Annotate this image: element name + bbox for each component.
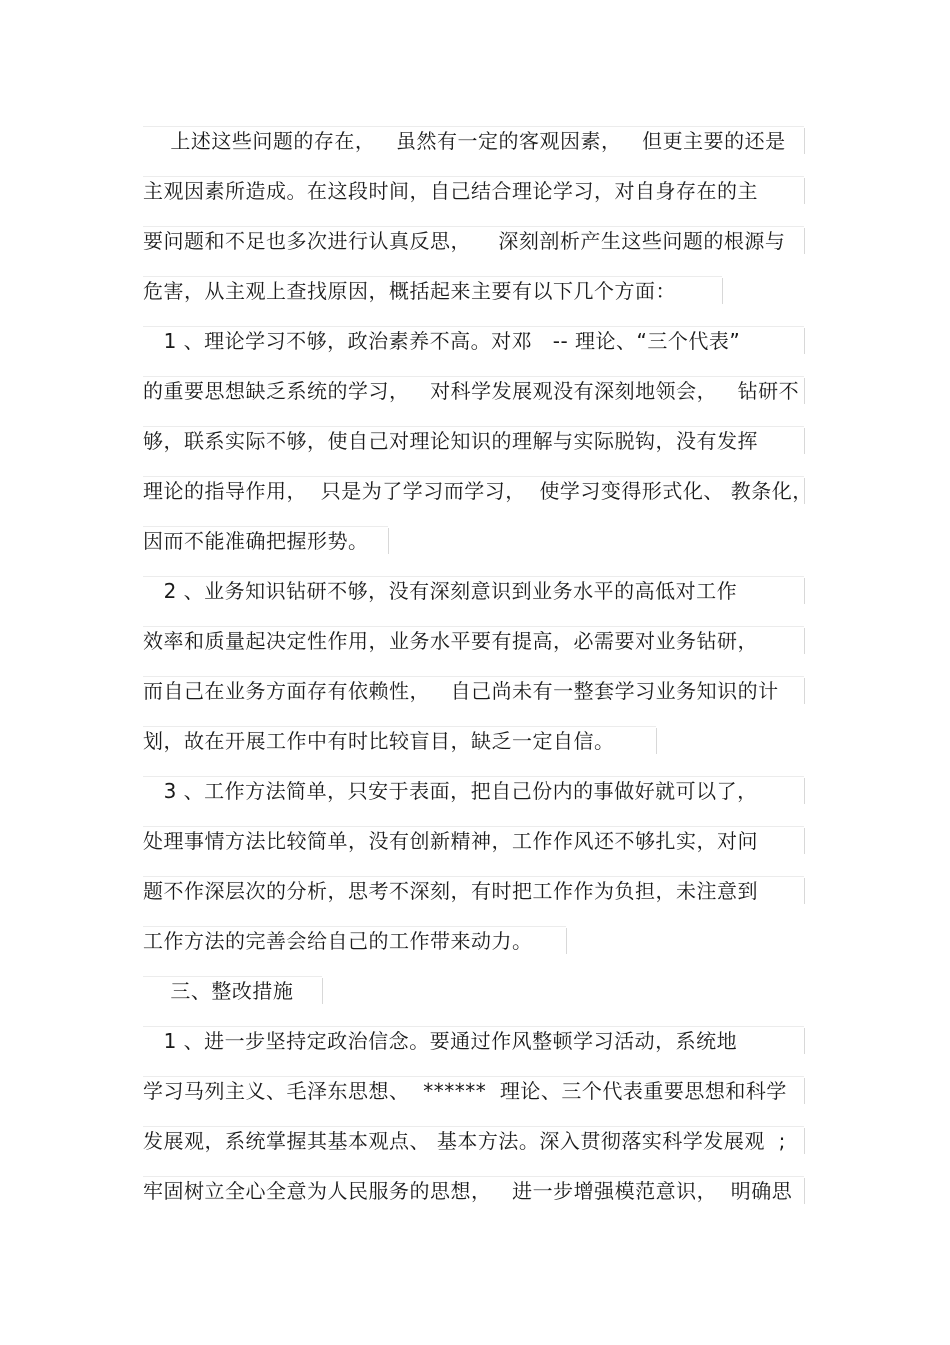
line-rule-edge: [804, 628, 805, 654]
text-line: 三、整改措施: [143, 979, 294, 1003]
text-line: 工作方法的完善会给自己的工作带来动力。: [143, 929, 533, 953]
text-line: 学习马列主义、毛泽东思想、 ****** 理论、三个代表重要思想和科学: [143, 1079, 787, 1103]
line-rule-edge: [804, 678, 805, 704]
text-line: 2 、业务知识钻研不够，没有深刻意识到业务水平的高低对工作: [143, 579, 738, 603]
text-line: 发展观，系统掌握其基本观点、 基本方法。深入贯彻落实科学发展观 ;: [143, 1129, 786, 1153]
line-rule-edge: [322, 978, 323, 1004]
line-rule-edge: [804, 828, 805, 854]
line-rule-edge: [804, 778, 805, 804]
line-rule-edge: [804, 378, 805, 404]
line-rule-edge: [804, 428, 805, 454]
text-line: 3 、工作方法简单，只安于表面，把自己份内的事做好就可以了，: [143, 779, 758, 803]
line-rule-edge: [804, 178, 805, 204]
text-line: 处理事情方法比较简单，没有创新精神，工作作风还不够扎实，对问: [143, 829, 758, 853]
text-line: 够，联系实际不够，使自己对理论知识的理解与实际脱钩，没有发挥: [143, 429, 758, 453]
text-line: 1 、进一步坚持定政治信念。要通过作风整顿学习活动，系统地: [143, 1029, 738, 1053]
text-line: 上述这些问题的存在， 虽然有一定的客观因素， 但更主要的还是: [143, 129, 786, 153]
text-line: 划，故在开展工作中有时比较盲目，缺乏一定自信。: [143, 729, 615, 753]
text-line: 理论的指导作用， 只是为了学习而学习， 使学习变得形式化、 教条化，: [143, 479, 813, 503]
line-rule-edge: [804, 328, 805, 354]
text-line: 而自己在业务方面存有依赖性， 自己尚未有一整套学习业务知识的计: [143, 679, 779, 703]
line-rule-edge: [656, 728, 657, 754]
line-rule-edge: [804, 1078, 805, 1104]
line-rule-edge: [804, 228, 805, 254]
text-line: 要问题和不足也多次进行认真反思， 深刻剖析产生这些问题的根源与: [143, 229, 786, 253]
line-rule-edge: [804, 1128, 805, 1154]
text-line: 的重要思想缺乏系统的学习， 对科学发展观没有深刻地领会， 钻研不: [143, 379, 800, 403]
text-line: 1 、理论学习不够，政治素养不高。对邓 -- 理论、“三个代表”: [143, 329, 741, 353]
line-rule-edge: [566, 928, 567, 954]
line-rule-edge: [804, 1028, 805, 1054]
text-line: 题不作深层次的分析，思考不深刻，有时把工作作为负担，未注意到: [143, 879, 758, 903]
line-rule-edge: [722, 278, 723, 304]
line-rule-edge: [804, 1178, 805, 1204]
text-line: 效率和质量起决定性作用，业务水平要有提高，必需要对业务钻研，: [143, 629, 758, 653]
line-rule-edge: [804, 578, 805, 604]
line-rule-edge: [804, 128, 805, 154]
text-line: 牢固树立全心全意为人民服务的思想， 进一步增强模范意识， 明确思: [143, 1179, 793, 1203]
line-rule-edge: [804, 878, 805, 904]
text-line: 因而不能准确把握形势。: [143, 529, 369, 553]
line-rule-edge: [388, 528, 389, 554]
text-line: 主观因素所造成。在这段时间，自己结合理论学习，对自身存在的主: [143, 179, 758, 203]
text-line: 危害，从主观上查找原因，概括起来主要有以下几个方面：: [143, 279, 676, 303]
